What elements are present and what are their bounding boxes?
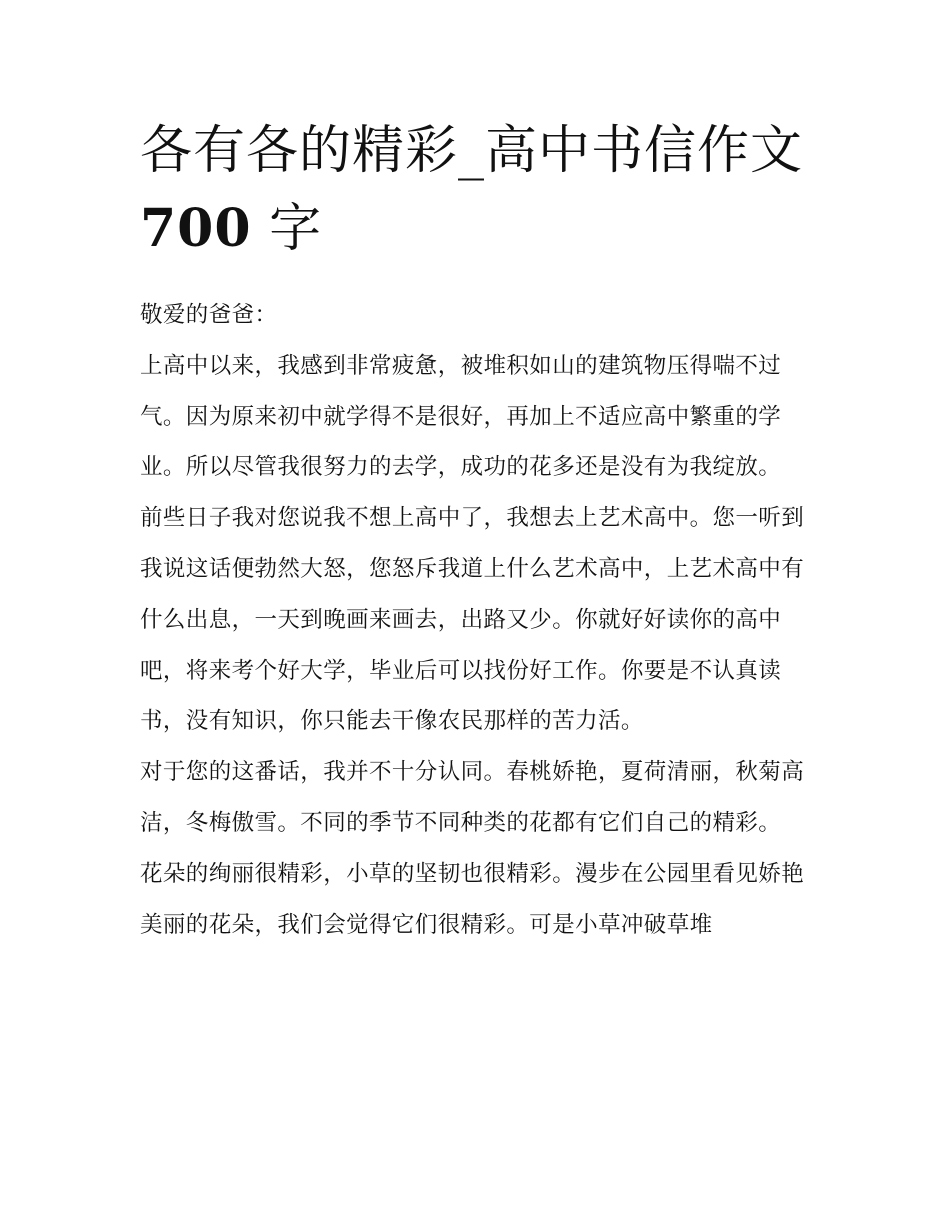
salutation: 敬爱的爸爸： [140, 302, 278, 328]
title-unit: 字 [251, 199, 323, 259]
paragraph: 对于您的这番话，我并不十分认同。春桃娇艳，夏荷清丽，秋菊高洁，冬梅傲雪。不同的季节不同种类的花都有它们自己的精彩。 [140, 759, 805, 836]
paragraph: 花朵的绚丽很精彩，小草的坚韧也很精彩。漫步在公园里看见娇艳美丽的花朵，我们会觉得它们很精彩。可是小草冲破草堆 [140, 860, 805, 938]
paragraph: 前些日子我对您说我不想上高中了，我想去上艺术高中。您一听到我说这话便勃然大怒，您怒斥我道上什么艺术高中，上艺术高中有什么出息，一天到晚画来画去，出路又少。你就好好读你的高中吧，将来考个好大学，毕业后可以找份好工作。你要是不认真读书，没有知识，你只能去干像农民那样的苦力活。 [140, 505, 805, 735]
title-main-text: 各有各的精彩_高中书信作文 [140, 121, 804, 181]
document-body [140, 290, 812, 950]
paragraph: 上高中以来，我感到非常疲惫，被堆积如山的建筑物压得喘不过气。因为原来初中就学得不是很好，再加上不适应高中繁重的学业。所以尽管我很努力的去学，成功的花多还是没有为我绽放。 [140, 352, 782, 481]
document-title [140, 112, 812, 268]
document-page [140, 112, 812, 950]
title-number: 700 [140, 198, 252, 259]
